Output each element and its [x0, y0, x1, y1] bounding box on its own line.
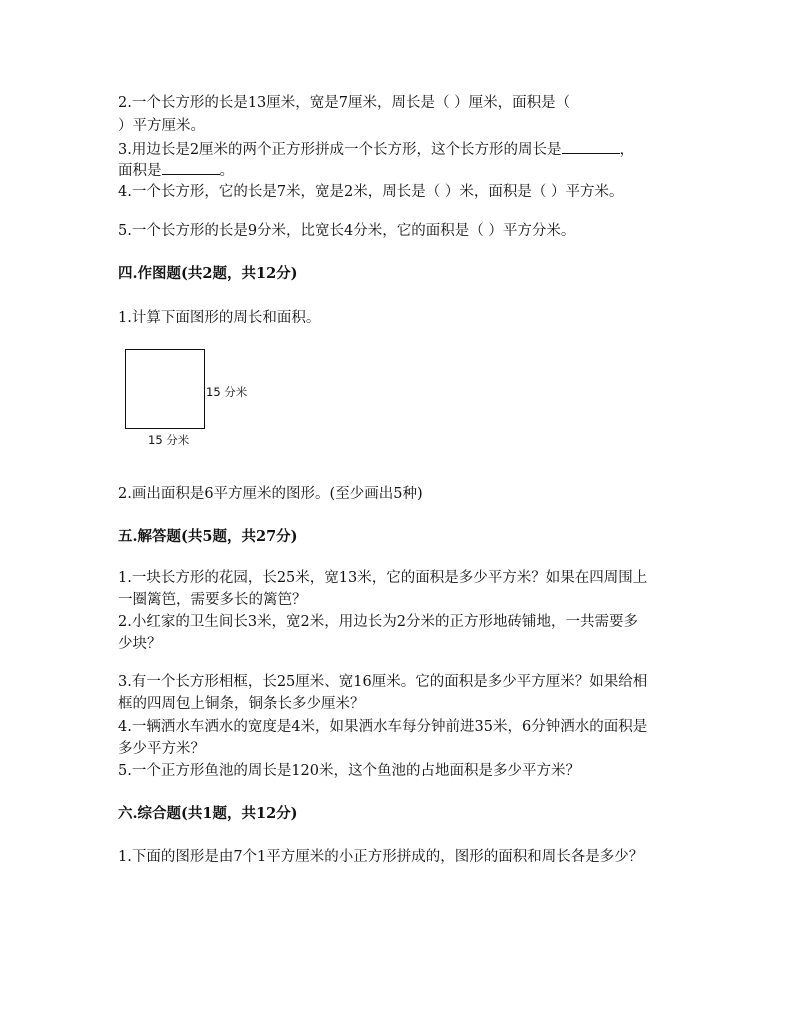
section4-q2: 2.画出面积是6平方厘米的图形。(至少画出5种): [118, 486, 423, 502]
q3-4: 4.一个长方形，它的长是7米，宽是2米，周长是（ ）米，面积是（ ）平方米。: [118, 184, 624, 200]
q3-3-text-c: 面积是: [118, 163, 162, 179]
section5-heading: 五.解答题(共5题，共27分): [118, 528, 298, 545]
square-figure: [125, 349, 205, 429]
answer-blank[interactable]: [162, 160, 220, 175]
section5-line: 框的四周包上铜条，铜条长多少厘米？: [118, 696, 365, 712]
section5-line: 1.一块长方形的花园，长25米，宽13米，它的面积是多少平方米？如果在四周围上: [118, 570, 648, 586]
section5-line: 少块？: [118, 636, 162, 652]
section5-line: 一圈篱笆，需要多长的篱笆？: [118, 592, 307, 608]
answer-blank[interactable]: [562, 139, 620, 154]
square-bottom-label: 15 分米: [148, 433, 190, 447]
section5-line: 5.一个正方形鱼池的周长是120米，这个鱼池的占地面积是多少平方米？: [118, 763, 581, 779]
section6-q1: 1.下面的图形是由7个1平方厘米的小正方形拼成的，图形的面积和周长各是多少？: [118, 849, 644, 865]
square-side-label: 15 分米: [206, 385, 248, 399]
section5-line: 多少平方米？: [118, 741, 205, 757]
section5-line: 2.小红家的卫生间长3米，宽2米，用边长为2分米的正方形地砖铺地，一共需要多: [118, 614, 639, 630]
section6-heading: 六.综合题(共1题，共12分): [118, 805, 298, 822]
q3-3-line2: [118, 160, 234, 181]
q3-3-text-b: ，: [619, 142, 635, 158]
q3-3-line1: [118, 139, 634, 160]
q3-5: 5.一个长方形的长是9分米，比宽长4分米，它的面积是（ ）平方分米。: [118, 223, 576, 239]
q3-3-text-d: 。: [219, 163, 234, 179]
section5-line: 4.一辆洒水车洒水的宽度是4米，如果洒水车每分钟前进35米，6分钟洒水的面积是: [118, 719, 648, 735]
q3-3-text-a: 3.用边长是2厘米的两个正方形拼成一个长方形，这个长方形的周长是: [118, 142, 562, 158]
q3-2-line1: 2.一个长方形的长是13厘米，宽是7厘米，周长是（ ）厘米，面积是（: [118, 95, 571, 111]
q3-2-line2: ）平方厘米。: [118, 118, 205, 134]
section4-heading: 四.作图题(共2题，共12分): [118, 265, 298, 282]
section5-line: 3.有一个长方形相框，长25厘米、宽16厘米。它的面积是多少平方厘米？如果给相: [118, 674, 648, 690]
section4-q1: 1.计算下面图形的周长和面积。: [118, 310, 321, 326]
